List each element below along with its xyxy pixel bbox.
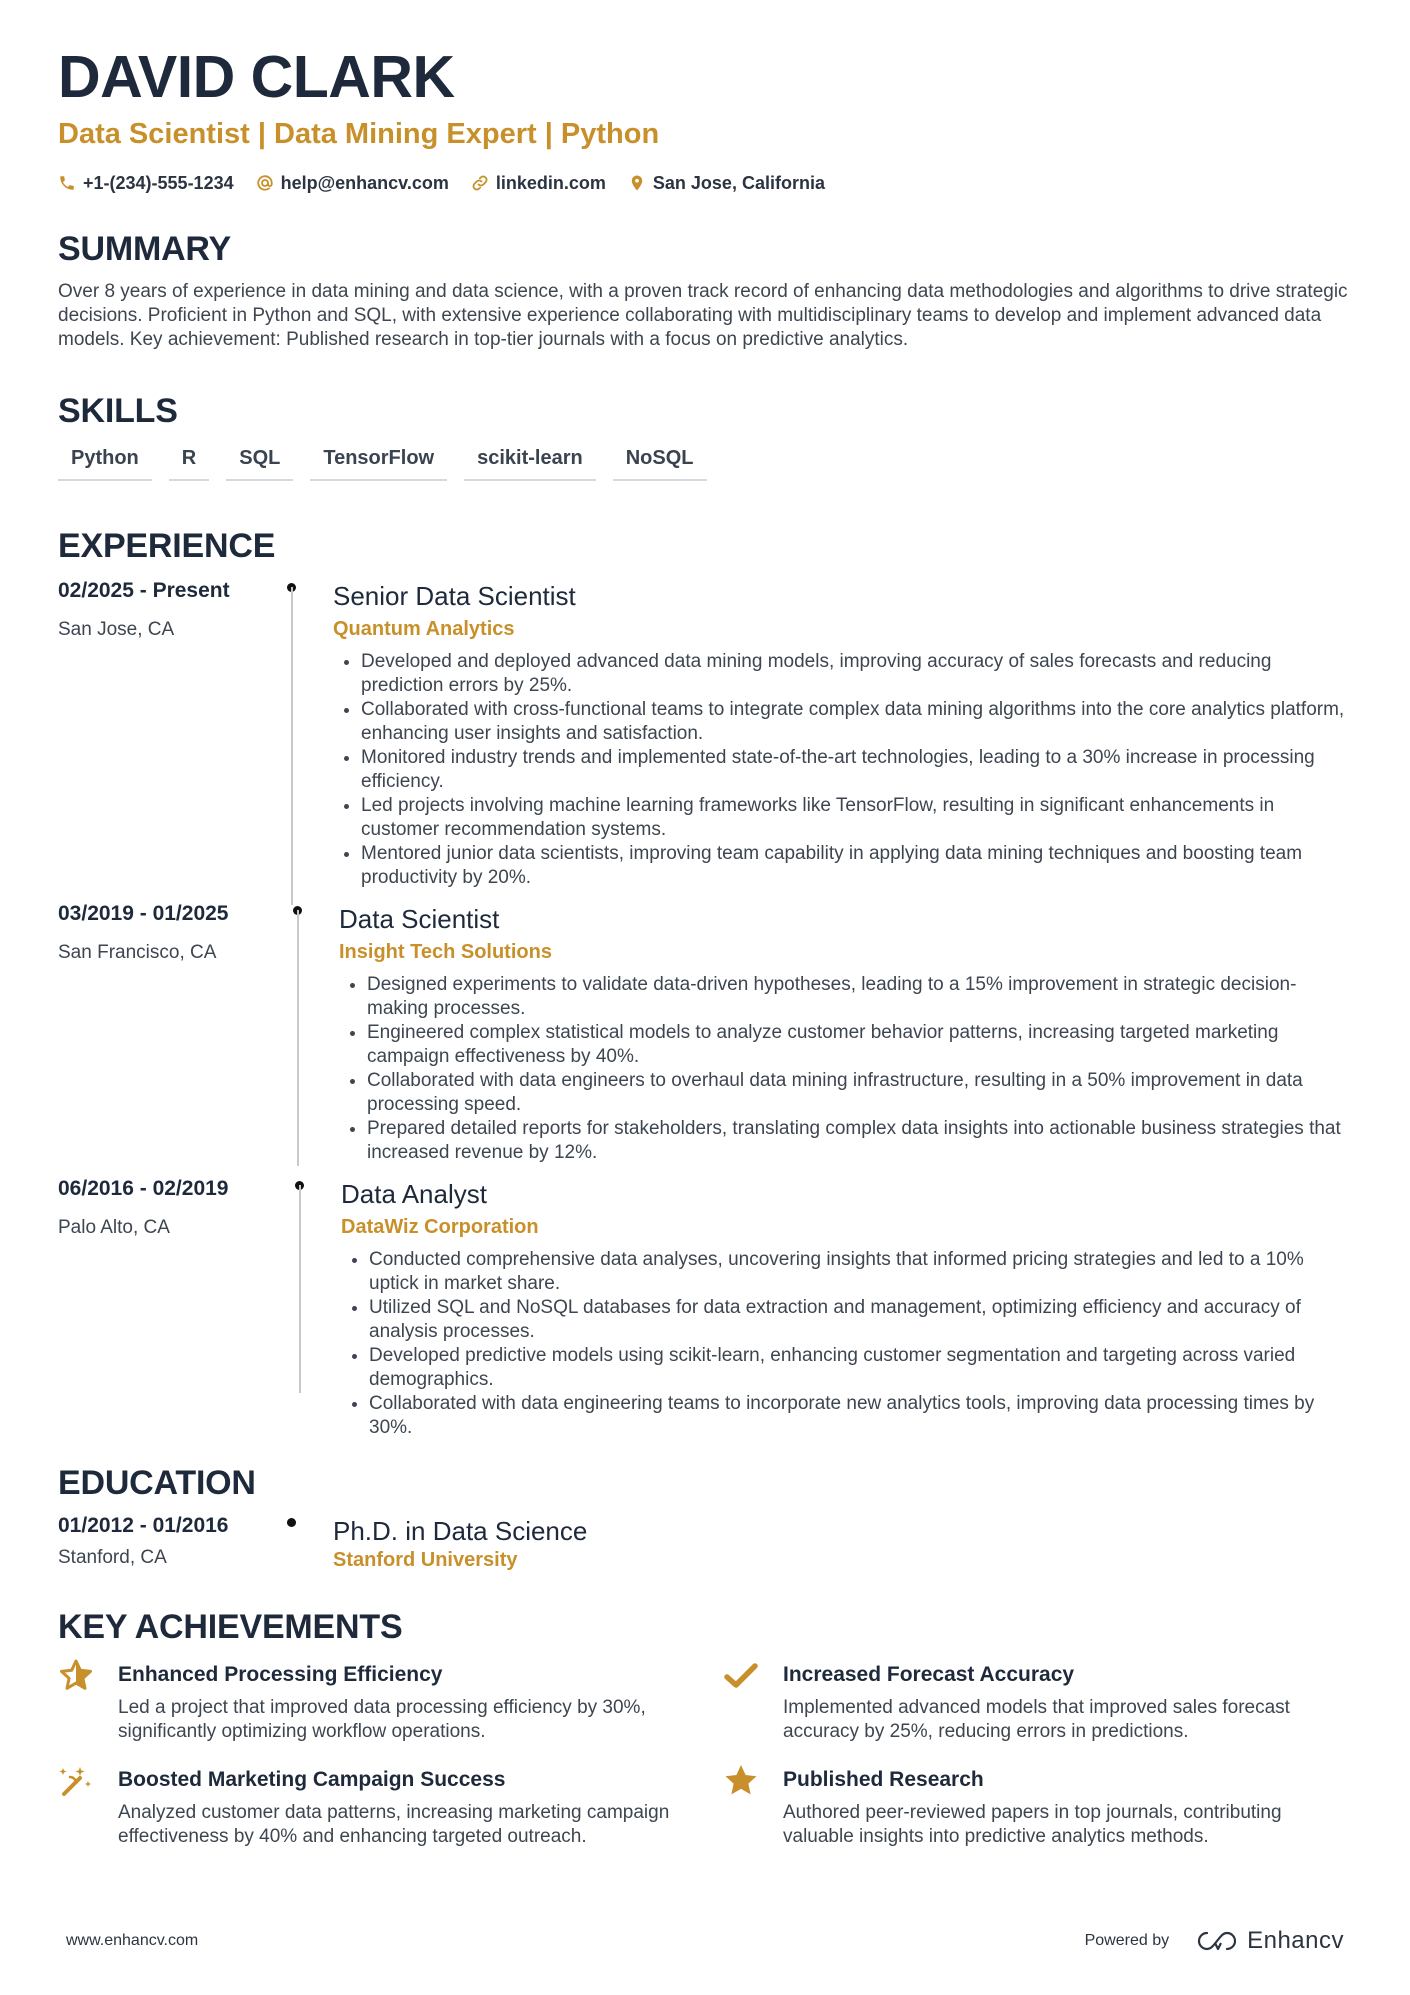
link-icon — [471, 174, 489, 192]
achievement-title: Increased Forecast Accuracy — [783, 1662, 1075, 1686]
achievement-desc: Implemented advanced models that improved sales forecast accuracy by 25%, reducing errors in predictions. — [783, 1696, 1290, 1742]
job-entry — [58, 902, 1352, 1165]
contact-email[interactable] — [256, 173, 449, 194]
timeline-dot — [287, 1518, 296, 1527]
skill-tag: TensorFlow — [310, 446, 447, 481]
education-school: Stanford University — [333, 1548, 518, 1571]
achievement-desc: Analyzed customer data patterns, increasing marketing campaign effectiveness by 40% and enhancing targeted outreach. — [118, 1801, 670, 1847]
job-location: San Francisco, CA — [58, 941, 217, 963]
job-entry — [58, 579, 1352, 890]
magic-wand-icon — [58, 1763, 118, 1849]
job-bullet: • Engineered complex statistical models to analyze customer behavior patterns, increasing targeted marketing campaign effectiveness by 40%. — [367, 1021, 1352, 1069]
timeline — [291, 1514, 333, 1572]
summary-heading: SUMMARY — [58, 229, 231, 268]
skill-tag: SQL — [226, 446, 293, 481]
job-company: DataWiz Corporation — [341, 1215, 539, 1238]
contact-bar — [58, 173, 1352, 194]
job-title: Data Analyst — [341, 1178, 487, 1209]
job-bullet: • Developed and deployed advanced data mining models, improving accuracy of sales forecasts and reducing prediction errors by 25%. — [361, 650, 1352, 698]
job-bullet: • Collaborated with cross-functional teams to integrate complex data mining algorithms into the core analytics platform, enhancing user insights and satisfaction. — [361, 698, 1352, 746]
job-location: San Jose, CA — [58, 618, 175, 640]
candidate-headline: Data Scientist | Data Mining Expert | Python — [58, 118, 660, 150]
timeline — [297, 902, 339, 1165]
job-bullets — [341, 1248, 1352, 1440]
job-bullet: • Led projects involving machine learning frameworks like TensorFlow, resulting in significant enhancements in customer recommendation systems. — [361, 794, 1352, 842]
job-bullet: • Monitored industry trends and implemented state-of-the-art technologies, leading to a 30% increase in processing efficiency. — [361, 746, 1352, 794]
achievement-desc: Authored peer-reviewed papers in top journals, contributing valuable insights into predictive analytics methods. — [783, 1801, 1282, 1847]
powered-by-label: Powered by — [1084, 1932, 1170, 1949]
contact-phone-text: +1-(234)-555-1234 — [83, 172, 234, 193]
education-dates: 01/2012 - 01/2016 — [58, 1513, 229, 1537]
timeline-line — [299, 1185, 301, 1393]
achievements-grid — [58, 1658, 1352, 1849]
job-bullet: • Developed predictive models using scikit-learn, enhancing customer segmentation and targeting across varied demographics. — [369, 1344, 1352, 1392]
job-bullet: • Utilized SQL and NoSQL databases for data extraction and management, optimizing efficiency and accuracy of analysis processes. — [369, 1296, 1352, 1344]
summary-text: Over 8 years of experience in data mining and data science, with a proven track record of enhancing data methodologies and algorithms to drive strategic decisions. Proficient in Python and SQL, with extensive experience collaborating with multidisciplinary teams to develop and implement advanced data models. Key achievement: Published research in top-tier journals with a focus on predictive analytics. — [58, 280, 1348, 350]
skills-heading: SKILLS — [58, 391, 178, 430]
brand-name: Enhancv — [1247, 1927, 1344, 1954]
job-bullet: • Collaborated with data engineers to overhaul data mining infrastructure, resulting in a 50% improvement in data processing speed. — [367, 1069, 1352, 1117]
achievement-desc: Led a project that improved data processing efficiency by 30%, significantly optimizing workflow operations. — [118, 1696, 646, 1742]
footer-branding — [1085, 1927, 1344, 1955]
achievements-section — [58, 1607, 1352, 1849]
enhancv-brand-link[interactable] — [1195, 1927, 1344, 1955]
job-bullet: • Mentored junior data scientists, improving team capability in applying data mining techniques and boosting team productivity by 20%. — [361, 842, 1352, 890]
star-filled-icon — [723, 1763, 783, 1849]
timeline-line — [291, 587, 293, 905]
achievement-item — [58, 1658, 723, 1744]
checkmark-icon — [723, 1658, 783, 1744]
star-outline-icon — [58, 1658, 118, 1744]
footer-website-link[interactable]: www.enhancv.com — [66, 1932, 199, 1949]
timeline — [299, 1177, 341, 1440]
achievement-title: Boosted Marketing Campaign Success — [118, 1767, 506, 1791]
footer — [66, 1927, 1344, 1955]
achievement-item — [58, 1763, 723, 1849]
contact-linkedin[interactable] — [471, 173, 606, 194]
job-bullet: • Prepared detailed reports for stakeholders, translating complex data insights into actionable business strategies that increased revenue by 12%. — [367, 1117, 1352, 1165]
timeline — [291, 579, 333, 890]
job-bullets — [333, 650, 1352, 890]
job-title: Senior Data Scientist — [333, 580, 576, 611]
education-degree: Ph.D. in Data Science — [333, 1515, 588, 1546]
contact-location — [628, 173, 825, 194]
at-icon — [256, 174, 274, 192]
job-dates: 02/2025 - Present — [58, 578, 230, 602]
contact-location-text: San Jose, California — [652, 172, 825, 193]
job-company: Quantum Analytics — [333, 617, 515, 640]
education-entry — [58, 1514, 1352, 1572]
job-title: Data Scientist — [339, 903, 500, 934]
job-location: Palo Alto, CA — [58, 1216, 170, 1238]
contact-linkedin-text: linkedin.com — [495, 172, 606, 193]
skill-tag: Python — [58, 446, 152, 481]
education-section — [58, 1463, 1352, 1572]
location-pin-icon — [628, 174, 646, 192]
achievement-item — [723, 1763, 1343, 1849]
summary-section — [58, 229, 1352, 352]
skills-list — [58, 446, 1352, 481]
job-bullets — [339, 973, 1352, 1165]
job-bullet: • Designed experiments to validate data-driven hypotheses, leading to a 15% improvement in strategic decision-making processes. — [367, 973, 1352, 1021]
job-company: Insight Tech Solutions — [339, 940, 552, 963]
enhancv-logo-icon — [1195, 1930, 1239, 1952]
job-dates: 06/2016 - 02/2019 — [58, 1176, 229, 1200]
job-bullet: • Conducted comprehensive data analyses, uncovering insights that informed pricing strategies and led to a 10% uptick in market share. — [369, 1248, 1352, 1296]
skills-section — [58, 391, 1352, 481]
timeline-line — [297, 910, 299, 1166]
job-entry — [58, 1177, 1352, 1440]
job-bullet: • Collaborated with data engineering teams to incorporate new analytics tools, improving data processing times by 30%. — [369, 1392, 1352, 1440]
candidate-name: DAVID CLARK — [58, 44, 455, 110]
skill-tag: NoSQL — [613, 446, 707, 481]
achievement-item — [723, 1658, 1343, 1744]
experience-heading: EXPERIENCE — [58, 526, 276, 565]
achievement-title: Published Research — [783, 1767, 984, 1791]
achievement-title: Enhanced Processing Efficiency — [118, 1662, 443, 1686]
education-heading: EDUCATION — [58, 1463, 256, 1502]
achievements-heading: KEY ACHIEVEMENTS — [58, 1607, 403, 1646]
experience-section — [58, 526, 1352, 1440]
education-location: Stanford, CA — [58, 1546, 167, 1568]
contact-phone[interactable] — [58, 173, 234, 194]
skill-tag: scikit-learn — [464, 446, 596, 481]
phone-icon — [58, 174, 76, 192]
skill-tag: R — [169, 446, 209, 481]
contact-email-text: help@enhancv.com — [280, 172, 449, 193]
job-dates: 03/2019 - 01/2025 — [58, 901, 229, 925]
